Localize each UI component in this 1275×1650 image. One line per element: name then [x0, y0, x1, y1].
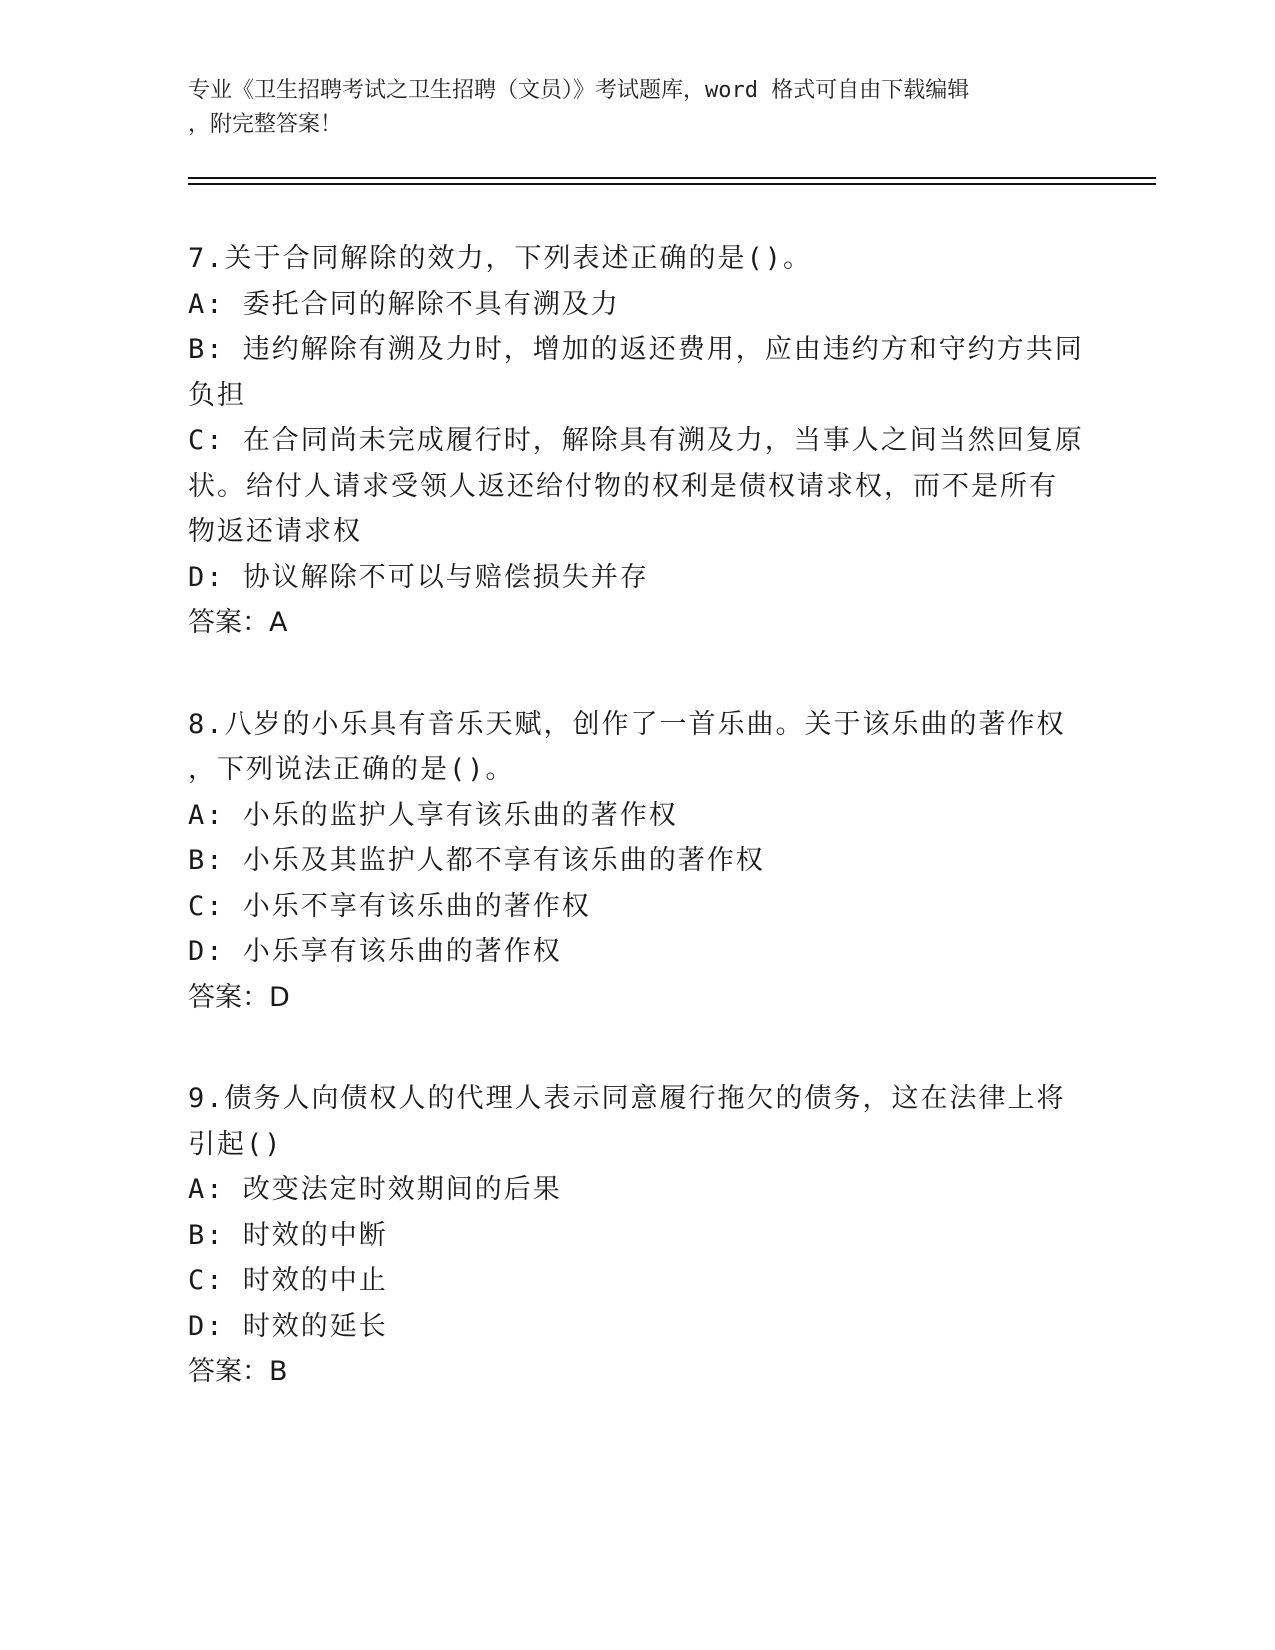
- answer-line: 答案：B: [188, 1356, 288, 1387]
- option-c-continued: 物返还请求权: [188, 516, 362, 547]
- answer-line: 答案：D: [188, 981, 290, 1013]
- question-stem-line: 7.关于合同解除的效力，下列表述正确的是()。: [188, 243, 813, 274]
- header-divider-top: [188, 177, 1156, 179]
- question-stem-line: 9.债务人向债权人的代理人表示同意履行拖欠的债务，这在法律上将: [188, 1083, 1066, 1114]
- option-c: C: 小乐不享有该乐曲的著作权: [188, 890, 591, 922]
- answer-line: 答案：A: [188, 607, 288, 638]
- document-header: [188, 74, 1088, 142]
- option-b: B: 时效的中断: [188, 1219, 388, 1251]
- option-c-continued: 状。给付人请求受领人返还给付物的权利是债权请求权，而不是所有: [188, 470, 1058, 502]
- header-line-2: ，附完整答案！: [188, 112, 343, 137]
- question-9: [188, 1076, 1088, 1395]
- question-stem-line: 8.八岁的小乐具有音乐天赋，创作了一首乐曲。关于该乐曲的著作权: [188, 708, 1066, 740]
- header-divider-bottom: [188, 183, 1156, 185]
- question-8: [188, 702, 1088, 1021]
- question-list: [188, 236, 1088, 1451]
- option-c: C: 在合同尚未完成履行时，解除具有溯及力，当事人之间当然回复原: [188, 425, 1084, 456]
- option-a: A: 小乐的监护人享有该乐曲的著作权: [188, 799, 678, 831]
- header-line-1: 专业《卫生招聘考试之卫生招聘（文员）》考试题库，word 格式可自由下载编辑: [188, 78, 970, 103]
- option-b-continued: 负担: [188, 379, 246, 411]
- option-b: B: 小乐及其监护人都不享有该乐曲的著作权: [188, 845, 765, 876]
- option-d: D: 小乐享有该乐曲的著作权: [188, 936, 562, 967]
- option-a: A: 委托合同的解除不具有溯及力: [188, 288, 620, 320]
- question-stem-line: ，下列说法正确的是()。: [188, 754, 515, 785]
- option-d: D: 协议解除不可以与赔偿损失并存: [188, 561, 649, 593]
- question-stem-line: 引起(): [188, 1128, 283, 1160]
- option-b: B: 违约解除有溯及力时，增加的返还费用，应由违约方和守约方共同: [188, 334, 1084, 365]
- option-c: C: 时效的中止: [188, 1265, 388, 1296]
- option-d: D: 时效的延长: [188, 1310, 388, 1342]
- option-a: A: 改变法定时效期间的后果: [188, 1174, 562, 1205]
- question-7: [188, 236, 1088, 646]
